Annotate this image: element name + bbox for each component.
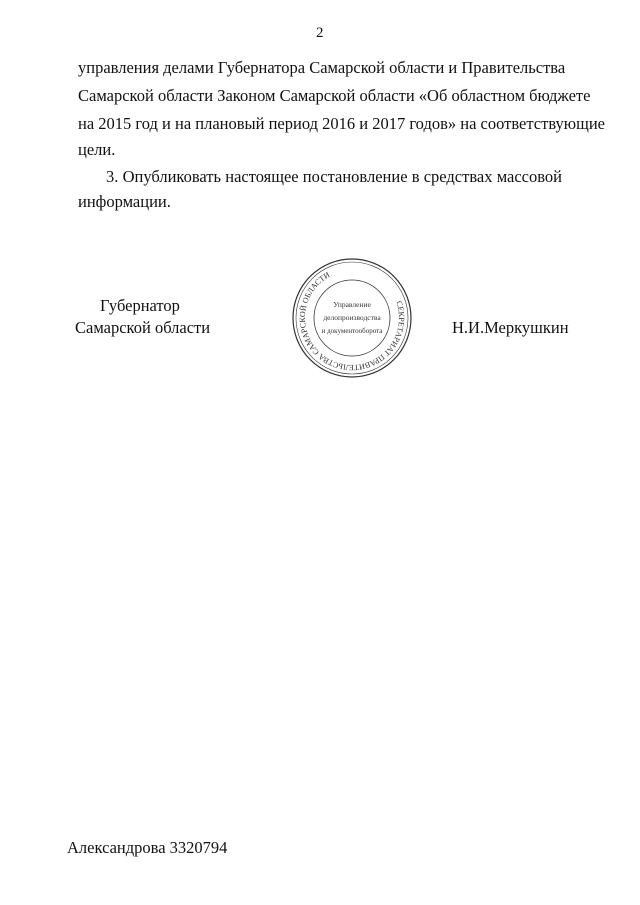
stamp-ring-text: СЕКРЕТАРИАТ ПРАВИТЕЛЬСТВА САМАРСКОЙ ОБЛАСТИ — [297, 270, 407, 373]
text-line: управления делами Губернатора Самарской области и Правительства — [78, 58, 566, 77]
page-number: 2 — [316, 25, 324, 41]
text-line: информации. — [78, 192, 171, 211]
text-line: цели. — [78, 140, 116, 159]
text-line: Самарской области Законом Самарской области «Об областном бюджете — [78, 86, 591, 105]
signer-name: Н.И.Меркушкин — [452, 318, 569, 337]
stamp-center-line: Управление — [333, 300, 371, 309]
official-stamp — [290, 256, 414, 380]
executor-footer: Александрова 3320794 — [67, 838, 228, 857]
text-line: на 2015 год и на плановый период 2016 и 2017 годов» на соответствующие — [78, 114, 605, 133]
signer-title-line1: Губернатор — [100, 296, 180, 315]
stamp-center-line: и документооборота — [321, 327, 383, 335]
signer-title-line2: Самарской области — [75, 318, 211, 337]
text-line: 3. Опубликовать настоящее постановление в средствах массовой — [106, 167, 562, 186]
stamp-center-line: делопроизводства — [323, 313, 381, 322]
